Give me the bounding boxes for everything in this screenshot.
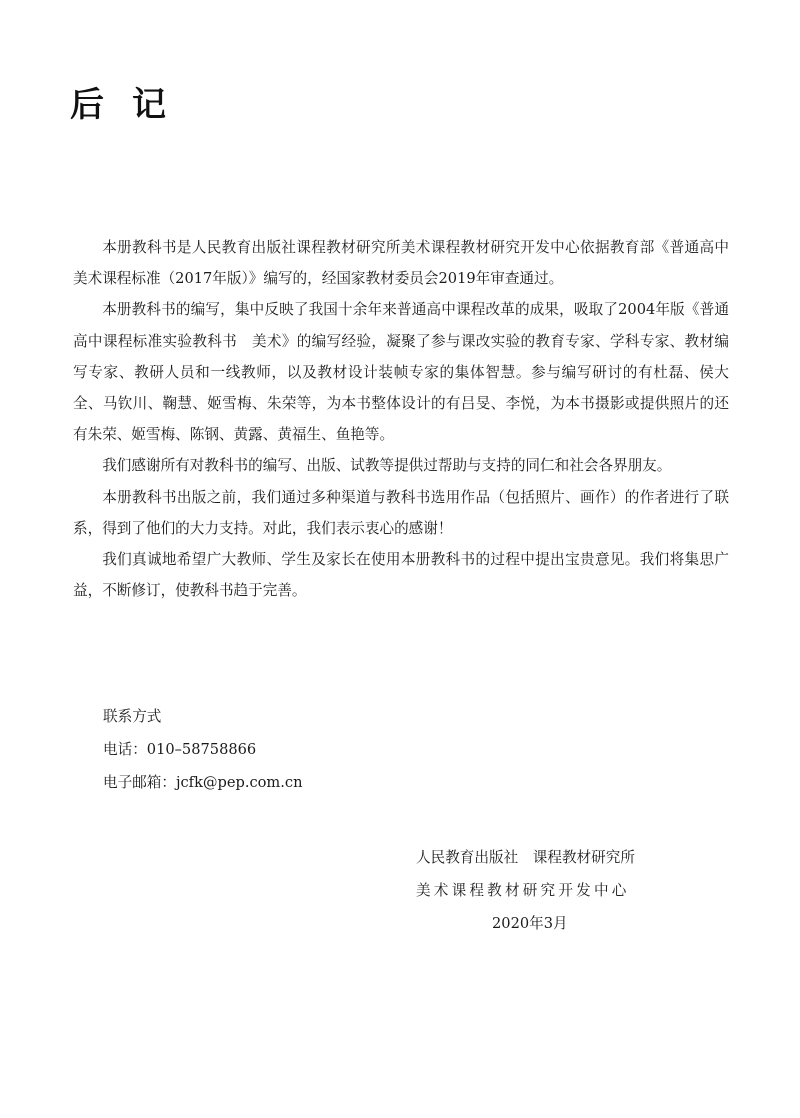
signature-block (416, 841, 656, 940)
signature-publisher: 人民教育出版社 课程教材研究所 (416, 849, 635, 866)
contact-email: 电子邮箱：jcfk@pep.com.cn (103, 774, 303, 791)
contact-phone: 电话：010–58758866 (103, 741, 257, 758)
paragraph-thanks-friends: 我们感谢所有对教科书的编写、出版、试教等提供过帮助与支持的同仁和社会各界朋友。 (102, 457, 672, 475)
afterword-body (73, 232, 729, 606)
paragraph-acknowledgement-source: 本册教科书是人民教育出版社课程教材研究所美术课程教材研究开发中心依据教育部《普通高中美术课程标准（2017年版）》编写的，经国家教材委员会2019年审查通过。 (73, 239, 729, 288)
signature-center: 美术课程教材研究开发中心 (416, 882, 630, 899)
paragraph-thanks-authors: 本册教科书出版之前，我们通过多种渠道与教科书选用作品（包括照片、画作）的作者进行了联系，得到了他们的大力支持。对此，我们表示衷心的感谢！ (73, 488, 729, 537)
paragraph-feedback-request: 我们真诚地希望广大教师、学生及家长在使用本册教科书的过程中提出宝贵意见。我们将集思广益，不断修订，使教科书趋于完善。 (73, 551, 729, 600)
contact-heading: 联系方式 (103, 708, 162, 725)
contact-block (103, 700, 302, 799)
page-title: 后记 (70, 85, 194, 125)
paragraph-editorial-team: 本册教科书的编写，集中反映了我国十余年来普通高中课程改革的成果，吸取了2004年版《普通高中课程标准实验教科书 美术》的编写经验，凝聚了参与课改实验的教育专家、学科专家、教材编写专家、教研人员和一线教师，以及教材设计装帧专家的集体智慧。参与编写研讨的有杜磊、侯大全、马钦川、鞠慧、姬雪梅、朱荣等，为本书整体设计的有吕旻、李悦，为本书摄影或提供照片的还有朱荣、姬雪梅、陈钢、黄露、黄福生、鱼艳等。 (73, 301, 729, 444)
signature-date: 2020年3月 (492, 915, 568, 932)
